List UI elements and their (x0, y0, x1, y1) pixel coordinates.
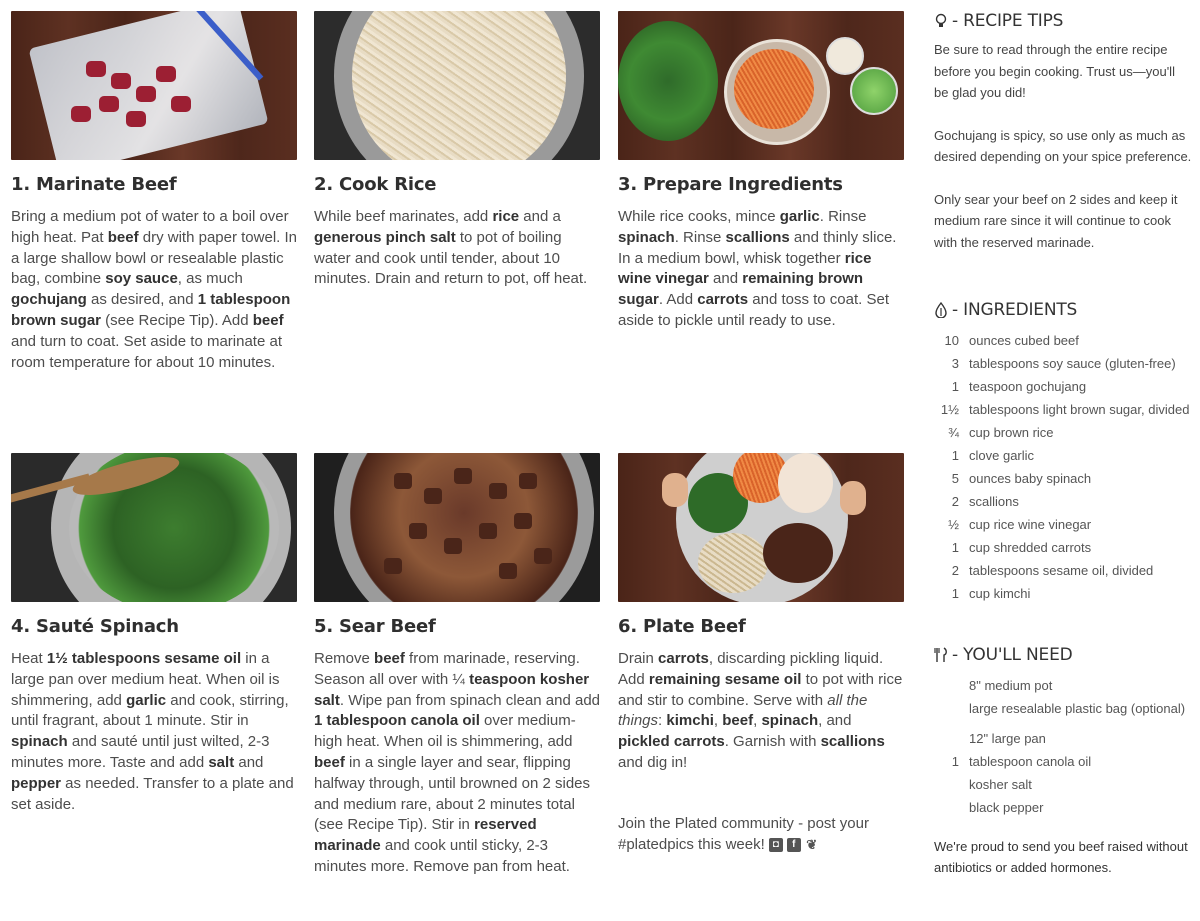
step-title: 6. Plate Beef (618, 616, 746, 637)
recipe-tips (934, 11, 1192, 274)
step-instructions: Heat 1½ tablespoons sesame oil in a large pan over medium heat. When oil is shimmering, add garlic and cook, stirring, until fragrant, about 1 minute. Stir in spinach and sauté until just wilted, 2-3 minutes more. Taste and add salt and pepper as needed. Transfer to a plate and set aside. (11, 650, 294, 813)
beef-sourcing-note: We're proud to send you beef raised without antibiotics or added hormones. (934, 839, 1188, 875)
equipment-list (934, 678, 1192, 816)
step-4 (11, 453, 297, 815)
ingredient-item: ½ cup rice wine vinegar (948, 517, 1092, 532)
step-instructions: While beef marinates, add rice and a generous pinch salt to pot of boiling water and cook until tender, about 10 minutes. Drain and return to pot, off heat. (314, 208, 588, 288)
ingredient-item: 1 cup shredded carrots (951, 540, 1092, 555)
ingredient-item: 2 tablespoons sesame oil, divided (951, 563, 1154, 578)
plate-beef-photo (618, 453, 904, 602)
step-3 (618, 11, 904, 332)
community-callout: Join the Plated community - post your #platedpics this week! ◘ f ❦ (618, 814, 869, 853)
ingredient-item: 1 cup kimchi (951, 586, 1031, 601)
step-2 (314, 11, 600, 290)
step-title: 3. Prepare Ingredients (618, 174, 843, 195)
twitter-icon[interactable]: ❦ (806, 836, 818, 852)
step-title: 2. Cook Rice (314, 174, 437, 195)
ingredient-item: ¾ cup brown rice (948, 425, 1054, 440)
ingredient-item: 1 clove garlic (951, 448, 1035, 463)
equipment-item: kosher salt (969, 777, 1032, 792)
equipment-section (934, 645, 1192, 878)
ingredient-list (934, 333, 1192, 602)
utensils-icon (934, 647, 948, 663)
step-1 (11, 11, 297, 373)
ingredient-item: 10 ounces cubed beef (944, 333, 1079, 348)
step-title: 1. Marinate Beef (11, 174, 177, 195)
marinate-beef-photo (11, 11, 297, 160)
saute-spinach-photo (11, 453, 297, 602)
step-instructions: Remove beef from marinade, reserving. Season all over with ¼ teaspoon kosher salt. Wipe pan from spinach clean and add 1 tablespoon canola oil over medium-high heat. When oil is shimmering, add beef in a single layer and sear, flipping halfway through, until browned on 2 sides and medium rare, about 2 minutes total (see Recipe Tip). Stir in reserved marinade and cook until sticky, 2-3 minutes more. Remove pan from heat. (314, 650, 601, 875)
lightbulb-icon (934, 13, 948, 29)
equipment-item: 12" large pan (969, 731, 1046, 746)
tip-text: Be sure to read through the entire recipe before you begin cooking. Trust us—you'll be glad you did! (934, 42, 1175, 100)
step-instructions: Bring a medium pot of water to a boil over high heat. Pat beef dry with paper towel. In a large shallow bowl or resealable plastic bag, combine soy sauce, as much gochujang as desired, and 1 tablespoon brown sugar (see Recipe Tip). Add beef and turn to coat. Set aside to marinate at room temperature for about 10 minutes. (11, 208, 298, 371)
facebook-icon[interactable]: f (787, 838, 801, 852)
ingredient-item: 5 ounces baby spinach (951, 471, 1092, 486)
equipment-heading: - YOU'LL NEED (934, 645, 1192, 665)
step-title: 4. Sauté Spinach (11, 616, 179, 637)
equipment-item: 8" medium pot (969, 678, 1053, 693)
equipment-item: 1 tablespoon canola oil (951, 754, 1092, 769)
ingredient-item: 3 tablespoons soy sauce (gluten-free) (951, 356, 1176, 371)
tip-text: Gochujang is spicy, so use only as much as desired depending on your spice preference. (934, 127, 1192, 164)
ingredient-item: 1 teaspoon gochujang (951, 379, 1087, 394)
step-instructions: Drain carrots, discarding pickling liquid. Add remaining sesame oil to pot with rice and stir to combine. Serve with all the things: kimchi, beef, spinach, and pickled carrots. Garnish with scallions and dig in! (618, 650, 903, 771)
equipment-item: large resealable plastic bag (optional) (969, 701, 1186, 716)
prepare-ingredients-photo (618, 11, 904, 160)
recipe-tips-heading: - RECIPE TIPS (934, 11, 1192, 31)
step-instructions: While rice cooks, mince garlic. Rinse spinach. Rinse scallions and thinly slice. In a medium bowl, whisk together rice wine vinegar and remaining brown sugar. Add carrots and toss to coat. Set aside to pickle until ready to use. (618, 208, 897, 329)
ingredient-item: 1½ tablespoons light brown sugar, divided (940, 402, 1190, 417)
step-title: 5. Sear Beef (314, 616, 436, 637)
instagram-icon[interactable]: ◘ (769, 838, 783, 852)
equipment-item: black pepper (969, 800, 1044, 815)
sear-beef-photo (314, 453, 600, 602)
drop-icon (934, 302, 948, 318)
cook-rice-photo (314, 11, 600, 160)
ingredients-heading: - INGREDIENTS (934, 300, 1192, 320)
ingredient-item: 2 scallions (951, 494, 1019, 509)
social-links (769, 838, 819, 852)
step-5 (314, 453, 600, 878)
step-6 (618, 453, 904, 855)
tip-text: Only sear your beef on 2 sides and keep it medium rare since it will continue to cook with the reserved marinade. (934, 191, 1178, 250)
ingredients-section (934, 300, 1192, 609)
